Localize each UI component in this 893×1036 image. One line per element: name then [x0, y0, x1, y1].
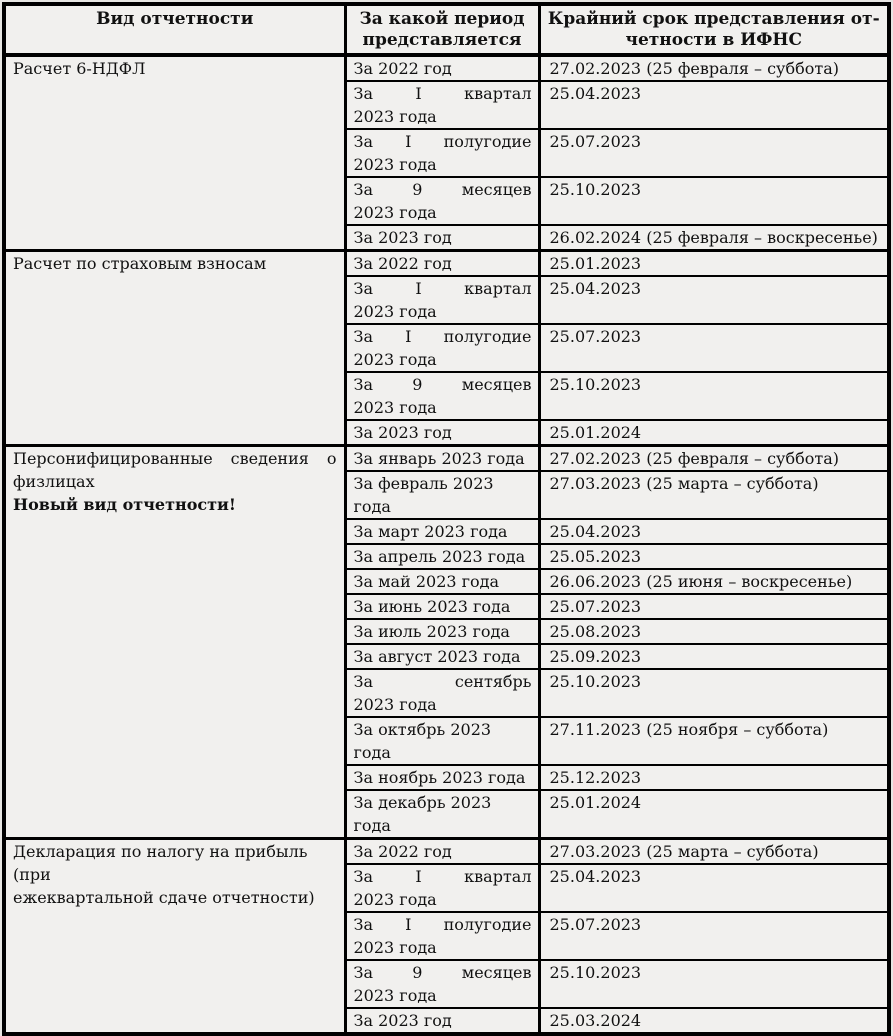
deadline-cell: 26.02.2024 (25 февраля – воскресенье) — [539, 225, 889, 251]
report-type-cell — [4, 446, 345, 839]
text-line: 2023 года — [353, 398, 437, 417]
word: полугодие — [443, 132, 532, 151]
text-line: За 2022 год — [353, 59, 452, 78]
period-cell — [345, 619, 539, 644]
text-line: За ноябрь 2023 года — [353, 768, 526, 787]
text-line: 2023 года — [353, 890, 437, 909]
deadline-cell: 27.11.2023 (25 ноября – суббота) — [539, 717, 889, 765]
deadline-cell: 26.06.2023 (25 июня – воскресенье) — [539, 569, 889, 594]
word: За — [353, 375, 374, 394]
word: За — [353, 327, 374, 346]
tax-deadlines-table — [2, 2, 891, 1036]
text-line: За июль 2023 года — [353, 622, 510, 641]
word: месяцев — [461, 375, 532, 394]
text-line: За октябрь 2023 года — [353, 720, 492, 762]
text-line: За май 2023 года — [353, 572, 500, 591]
word: За — [353, 132, 374, 151]
period-cell — [345, 669, 539, 717]
word: 9 — [412, 375, 423, 394]
deadline-cell: 25.10.2023 — [539, 372, 889, 420]
period-cell — [345, 420, 539, 446]
deadline-cell: 25.10.2023 — [539, 177, 889, 225]
deadline-cell: 25.01.2024 — [539, 790, 889, 839]
justified-text-line — [354, 670, 532, 693]
table-row — [4, 839, 889, 865]
table-row — [4, 251, 889, 277]
justified-text-line — [354, 178, 532, 201]
period-cell — [345, 129, 539, 177]
report-type-cell — [4, 251, 345, 446]
text-line: 2023 года — [353, 350, 437, 369]
table-body — [4, 55, 889, 1034]
deadline-cell: 27.02.2023 (25 февраля – суббота) — [539, 55, 889, 81]
period-cell — [345, 81, 539, 129]
period-cell — [345, 644, 539, 669]
text-line: Расчет 6-НДФЛ — [13, 59, 146, 78]
deadline-cell: 25.07.2023 — [539, 129, 889, 177]
header-line: За какой период — [359, 9, 525, 29]
period-cell — [345, 1008, 539, 1034]
justified-text-line — [354, 865, 532, 888]
deadline-cell: 25.01.2023 — [539, 251, 889, 277]
word: За — [353, 867, 374, 886]
column-header — [345, 4, 539, 55]
report-type-cell — [4, 839, 345, 1035]
header-row — [4, 4, 889, 55]
text-line: 2023 года — [353, 203, 437, 222]
text-line: 2023 года — [353, 986, 437, 1005]
text-line: За январь 2023 года — [353, 449, 525, 468]
period-cell — [345, 960, 539, 1008]
period-cell — [345, 569, 539, 594]
justified-text-line — [354, 130, 532, 153]
justified-text-line — [13, 447, 337, 470]
word: сентябрь — [454, 672, 532, 691]
word: За — [353, 84, 374, 103]
word: I — [405, 132, 412, 151]
deadline-cell: 25.07.2023 — [539, 594, 889, 619]
period-cell — [345, 276, 539, 324]
justified-text-line — [354, 373, 532, 396]
deadline-cell: 25.01.2024 — [539, 420, 889, 446]
text-line: 2023 года — [353, 695, 437, 714]
text-line: За 2022 год — [353, 254, 452, 273]
period-cell — [345, 519, 539, 544]
word: 9 — [412, 963, 423, 982]
deadline-cell: 25.04.2023 — [539, 276, 889, 324]
word: За — [353, 963, 374, 982]
report-type-cell — [4, 55, 345, 251]
deadline-cell: 25.12.2023 — [539, 765, 889, 790]
deadline-cell: 25.07.2023 — [539, 912, 889, 960]
word: За — [353, 279, 374, 298]
word: I — [415, 279, 422, 298]
header-line: четности в ИФНС — [625, 30, 802, 50]
word: квартал — [464, 279, 532, 298]
period-cell — [345, 544, 539, 569]
text-line: ежеквартальной сдаче отчетности) — [13, 888, 315, 907]
text-line: За февраль 2023 года — [353, 474, 494, 516]
deadline-cell: 25.08.2023 — [539, 619, 889, 644]
deadline-cell: 25.04.2023 — [539, 864, 889, 912]
text-line: За июнь 2023 года — [353, 597, 511, 616]
period-cell — [345, 471, 539, 519]
word: I — [415, 867, 422, 886]
period-cell — [345, 790, 539, 839]
text-line: За 2022 год — [353, 842, 452, 861]
header-line: Крайний срок представления от- — [547, 9, 880, 29]
text-line: 2023 года — [353, 155, 437, 174]
period-cell — [345, 864, 539, 912]
period-cell — [345, 55, 539, 81]
column-header — [4, 4, 345, 55]
justified-text-line — [354, 325, 532, 348]
justified-text-line — [354, 961, 532, 984]
bold-text-line: Новый вид отчетности! — [13, 495, 236, 514]
text-line: За апрель 2023 года — [353, 547, 526, 566]
deadline-cell: 27.03.2023 (25 марта – суббота) — [539, 471, 889, 519]
header-line: представляется — [362, 30, 522, 50]
text-line: За август 2023 года — [353, 647, 521, 666]
deadline-cell: 25.03.2024 — [539, 1008, 889, 1034]
word: 9 — [412, 180, 423, 199]
period-cell — [345, 177, 539, 225]
period-cell — [345, 717, 539, 765]
deadline-cell: 25.04.2023 — [539, 519, 889, 544]
period-cell — [345, 594, 539, 619]
header-line: Вид отчетности — [96, 9, 254, 29]
period-cell — [345, 765, 539, 790]
word: месяцев — [461, 963, 532, 982]
word: I — [415, 84, 422, 103]
deadline-cell: 25.09.2023 — [539, 644, 889, 669]
text-line: За 2023 год — [353, 228, 452, 247]
period-cell — [345, 912, 539, 960]
text-line: физлицах — [13, 472, 95, 491]
word: о — [326, 449, 337, 468]
text-line: 2023 года — [353, 107, 437, 126]
text-line: 2023 года — [353, 302, 437, 321]
text-line: Расчет по страховым взносам — [13, 254, 267, 273]
period-cell — [345, 251, 539, 277]
word: квартал — [464, 84, 532, 103]
text-line: 2023 года — [353, 938, 437, 957]
column-header — [539, 4, 889, 55]
justified-text-line — [354, 277, 532, 300]
deadline-cell: 25.07.2023 — [539, 324, 889, 372]
word: Персонифицированные — [13, 449, 213, 468]
deadline-cell: 25.10.2023 — [539, 669, 889, 717]
deadline-cell: 27.03.2023 (25 марта – суббота) — [539, 839, 889, 865]
period-cell — [345, 446, 539, 472]
period-cell — [345, 372, 539, 420]
word: I — [405, 915, 412, 934]
justified-text-line — [354, 913, 532, 936]
text-line: За 2023 год — [353, 423, 452, 442]
period-cell — [345, 839, 539, 865]
period-cell — [345, 225, 539, 251]
word: месяцев — [461, 180, 532, 199]
text-line: За 2023 год — [353, 1011, 452, 1030]
deadline-cell: 25.05.2023 — [539, 544, 889, 569]
word: сведения — [230, 449, 309, 468]
word: За — [353, 915, 374, 934]
word: полугодие — [443, 327, 532, 346]
deadline-cell: 27.02.2023 (25 февраля – суббота) — [539, 446, 889, 472]
word: За — [353, 180, 374, 199]
justified-text-line — [354, 82, 532, 105]
word: квартал — [464, 867, 532, 886]
table-row — [4, 55, 889, 81]
deadline-cell: 25.04.2023 — [539, 81, 889, 129]
text-line: За декабрь 2023 года — [353, 793, 492, 835]
word: I — [405, 327, 412, 346]
deadline-cell: 25.10.2023 — [539, 960, 889, 1008]
text-line: Декларация по налогу на прибыль (при — [13, 842, 308, 884]
word: полугодие — [443, 915, 532, 934]
period-cell — [345, 324, 539, 372]
table-row — [4, 446, 889, 472]
word: За — [353, 672, 374, 691]
text-line: За март 2023 года — [353, 522, 508, 541]
